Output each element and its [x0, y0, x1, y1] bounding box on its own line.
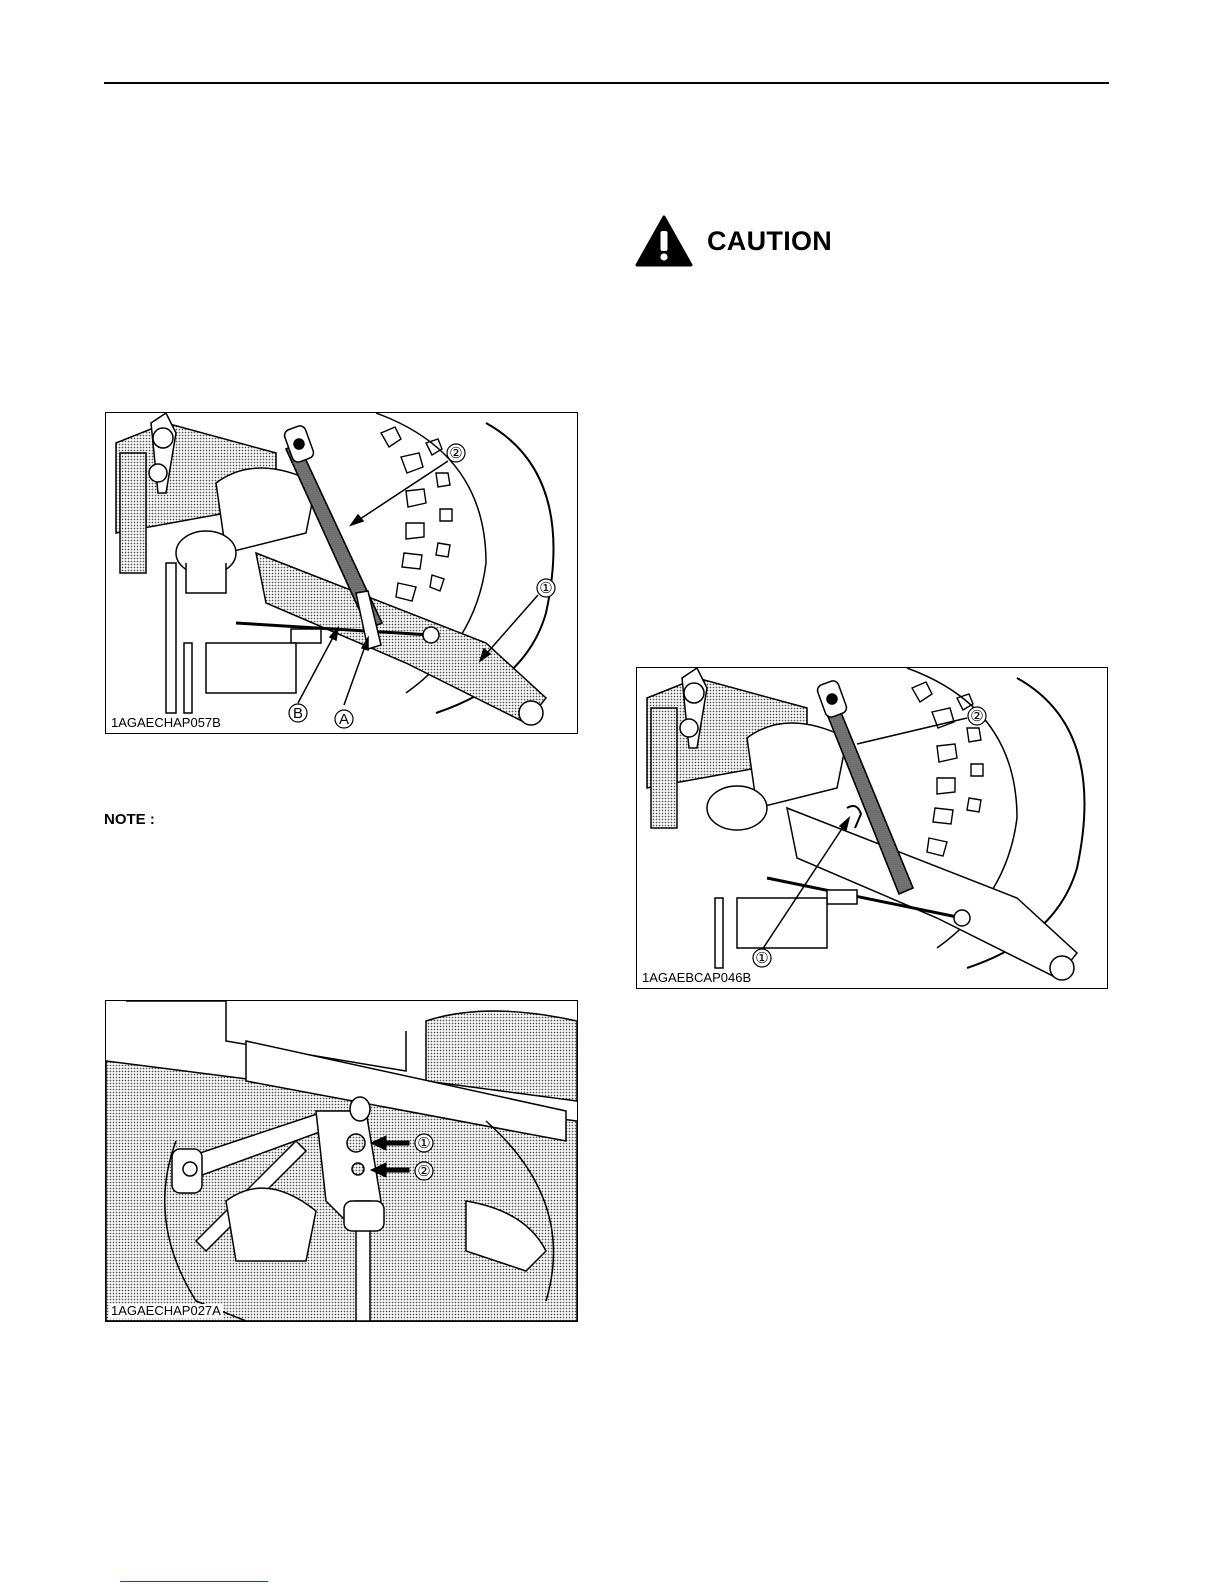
figure-code: 1AGAEBCAP046B — [642, 970, 752, 985]
figure-top-link-adjust — [105, 412, 578, 734]
note-label: NOTE : — [104, 811, 155, 828]
callout-2: ② — [970, 708, 984, 725]
warning-triangle-icon — [635, 215, 693, 267]
callout-1: ① — [539, 580, 553, 597]
figure-top-link-holes — [105, 1000, 578, 1322]
caution-heading — [635, 215, 832, 267]
callout-2: ② — [449, 445, 463, 462]
figure-code: 1AGAECHAP057B — [111, 715, 221, 730]
caution-label: CAUTION — [707, 225, 833, 256]
callout-a: A — [338, 711, 350, 728]
callout-1: ① — [417, 1135, 431, 1152]
header-rule — [104, 82, 1109, 84]
figure-top-link-lock — [636, 667, 1108, 989]
callout-b: B — [292, 705, 304, 722]
footer-link-underline — [120, 1581, 268, 1582]
figure-code: 1AGAECHAP027A — [111, 1303, 221, 1318]
callout-1: ① — [755, 950, 769, 967]
callout-2: ② — [417, 1163, 431, 1180]
